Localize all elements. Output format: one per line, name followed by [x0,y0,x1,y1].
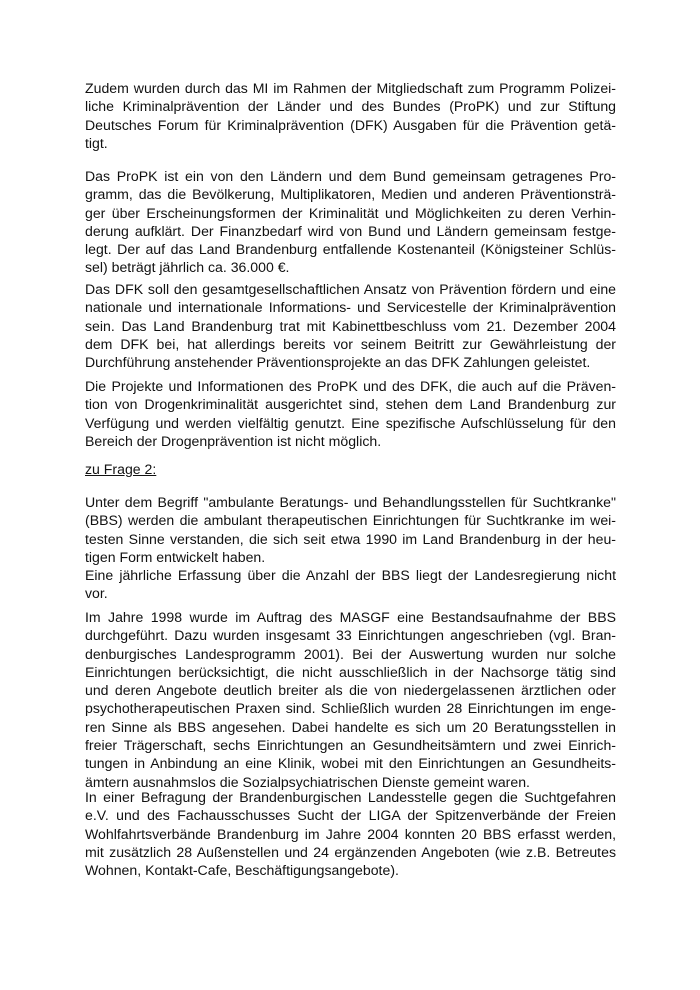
text-line: tigt. [85,134,108,151]
paragraph-projects [85,377,616,450]
text-line: Das ProPK ist ein von den Ländern und dem Bund gemeinsam getragenes Pro‑ [85,168,616,184]
text-line: vor. [85,585,108,602]
text-line: dem DFK bei, hat allerdings bereits vor seinem Beitritt zur Gewährleistung der [85,335,616,352]
paragraph-mi-expenses [85,79,616,152]
text-line: Wohnen, Kontakt‑Cafe, Beschäftigungsangebote). [85,862,399,879]
text-line: Das DFK soll den gesamtgesellschaftlichen Ansatz von Prävention fördern und eine [85,281,616,297]
text-line: und deren Angebote deutlich breiter als die von niedergelassenen ärztlichen oder [85,682,616,699]
text-line: Eine jährliche Erfassung über die Anzahl der BBS liegt der Landesregierung nicht [85,567,616,584]
text-line: ämtern ausnahmslos die Sozialpsychiatrischen Dienste gemeint waren. [85,773,530,790]
text-line: sel) beträgt jährlich ca. 36.000 €. [85,259,290,276]
text-line: denburgisches Landesprogramm 2001). Bei der Auswertung wurden nur solche [85,645,616,662]
text-line: Zudem wurden durch das MI im Rahmen der Mitgliedschaft zum Programm Polizei‑ [85,80,616,96]
paragraph-dfk [85,280,616,371]
text-line: tungen in Anbindung an eine Klinik, wobei mit den Einrichtungen an Gesundheits‑ [85,755,616,772]
text-line: legt. Der auf das Land Brandenburg entfallende Kostenanteil (Königsteiner Schlüs‑ [85,241,616,258]
text-line: psychotherapeutischen Praxen sind. Schließlich wurden 28 Einrichtungen im enge‑ [85,700,616,717]
paragraph-propk [85,167,616,277]
text-line: In einer Befragung der Brandenburgischen Landesstelle gegen die Suchtgefahren [85,789,616,805]
text-line: Deutsches Forum für Kriminalprävention (DFK) Ausgaben für die Prävention getä‑ [85,116,616,133]
text-line: Im Jahre 1998 wurde im Auftrag des MASGF eine Bestandsaufnahme der BBS [85,609,616,625]
text-line: nationale und internationale Informations‑ und Servicestelle der Kriminalprävention [85,299,616,316]
text-line: (BBS) werden die ambulant therapeutischen Einrichtungen für Suchtkranke im wei‑ [85,512,616,529]
text-line: derung aufklärt. Der Finanzbedarf wird von Bund und Ländern gemeinsam festge‑ [85,222,616,239]
section-heading: zu Frage 2: [85,461,157,477]
text-line: Bereich der Drogenprävention ist nicht möglich. [85,432,382,449]
text-line: tion von Drogenkriminalität ausgerichtet sind, stehen dem Land Brandenburg zur [85,396,616,413]
text-line: gramm, das die Bevölkerung, Multiplikatoren, Medien und anderen Präventionsträ‑ [85,186,616,203]
text-line: freier Trägerschaft, sechs Einrichtungen an Gesundheitsämtern und zwei Einrich‑ [85,737,616,754]
text-line: Die Projekte und Informationen des ProPK und des DFK, die auch auf die Präven‑ [85,378,616,394]
text-line: testen Sinne verstanden, die sich seit etwa 1990 im Land Brandenburg in der heu‑ [85,530,616,547]
text-line: Verfügung und werden vielfältig genutzt. Eine spezifische Aufschlüsselung für den [85,414,616,431]
text-line: e.V. und des Fachausschusses Sucht der LIGA der Spitzenverbände der Freien [85,807,616,824]
section-heading-frage-2 [85,460,616,478]
paragraph-bestandsaufnahme-1998 [85,608,616,791]
text-line: Durchführung anstehender Präventionsprojekte an das DFK Zahlungen geleistet. [85,354,591,371]
text-line: tigen Form entwickelt haben. [85,548,266,565]
text-line: sein. Das Land Brandenburg trat mit Kabinettbeschluss vom 21. Dezember 2004 [85,317,616,334]
text-line: Einrichtungen berücksichtigt, die nicht ausschließlich in der Nachsorge tätig sind [85,663,616,680]
text-line: Wohlfahrtsverbände Brandenburg im Jahre 2004 konnten 20 BBS erfasst werden, [85,825,616,842]
paragraph-bbs-definition [85,493,616,603]
text-line: ger über Erscheinungsformen der Kriminalität und Möglichkeiten zu deren Verhin‑ [85,204,616,221]
text-line: mit zusätzlich 28 Außenstellen und 24 ergänzenden Angeboten (wie z.B. Betreutes [85,843,616,860]
paragraph-befragung-2004 [85,788,616,879]
text-line: Unter dem Begriff "ambulante Beratungs‑ und Behandlungsstellen für Suchtkranke" [85,494,616,510]
text-line: ren Sinne als BBS angesehen. Dabei handelte es sich um 20 Beratungsstellen in [85,718,616,735]
text-line: durchgeführt. Dazu wurden insgesamt 33 Einrichtungen angeschrieben (vgl. Bran‑ [85,627,616,644]
text-line: liche Kriminalprävention der Länder und des Bundes (ProPK) und zur Stiftung [85,98,616,115]
